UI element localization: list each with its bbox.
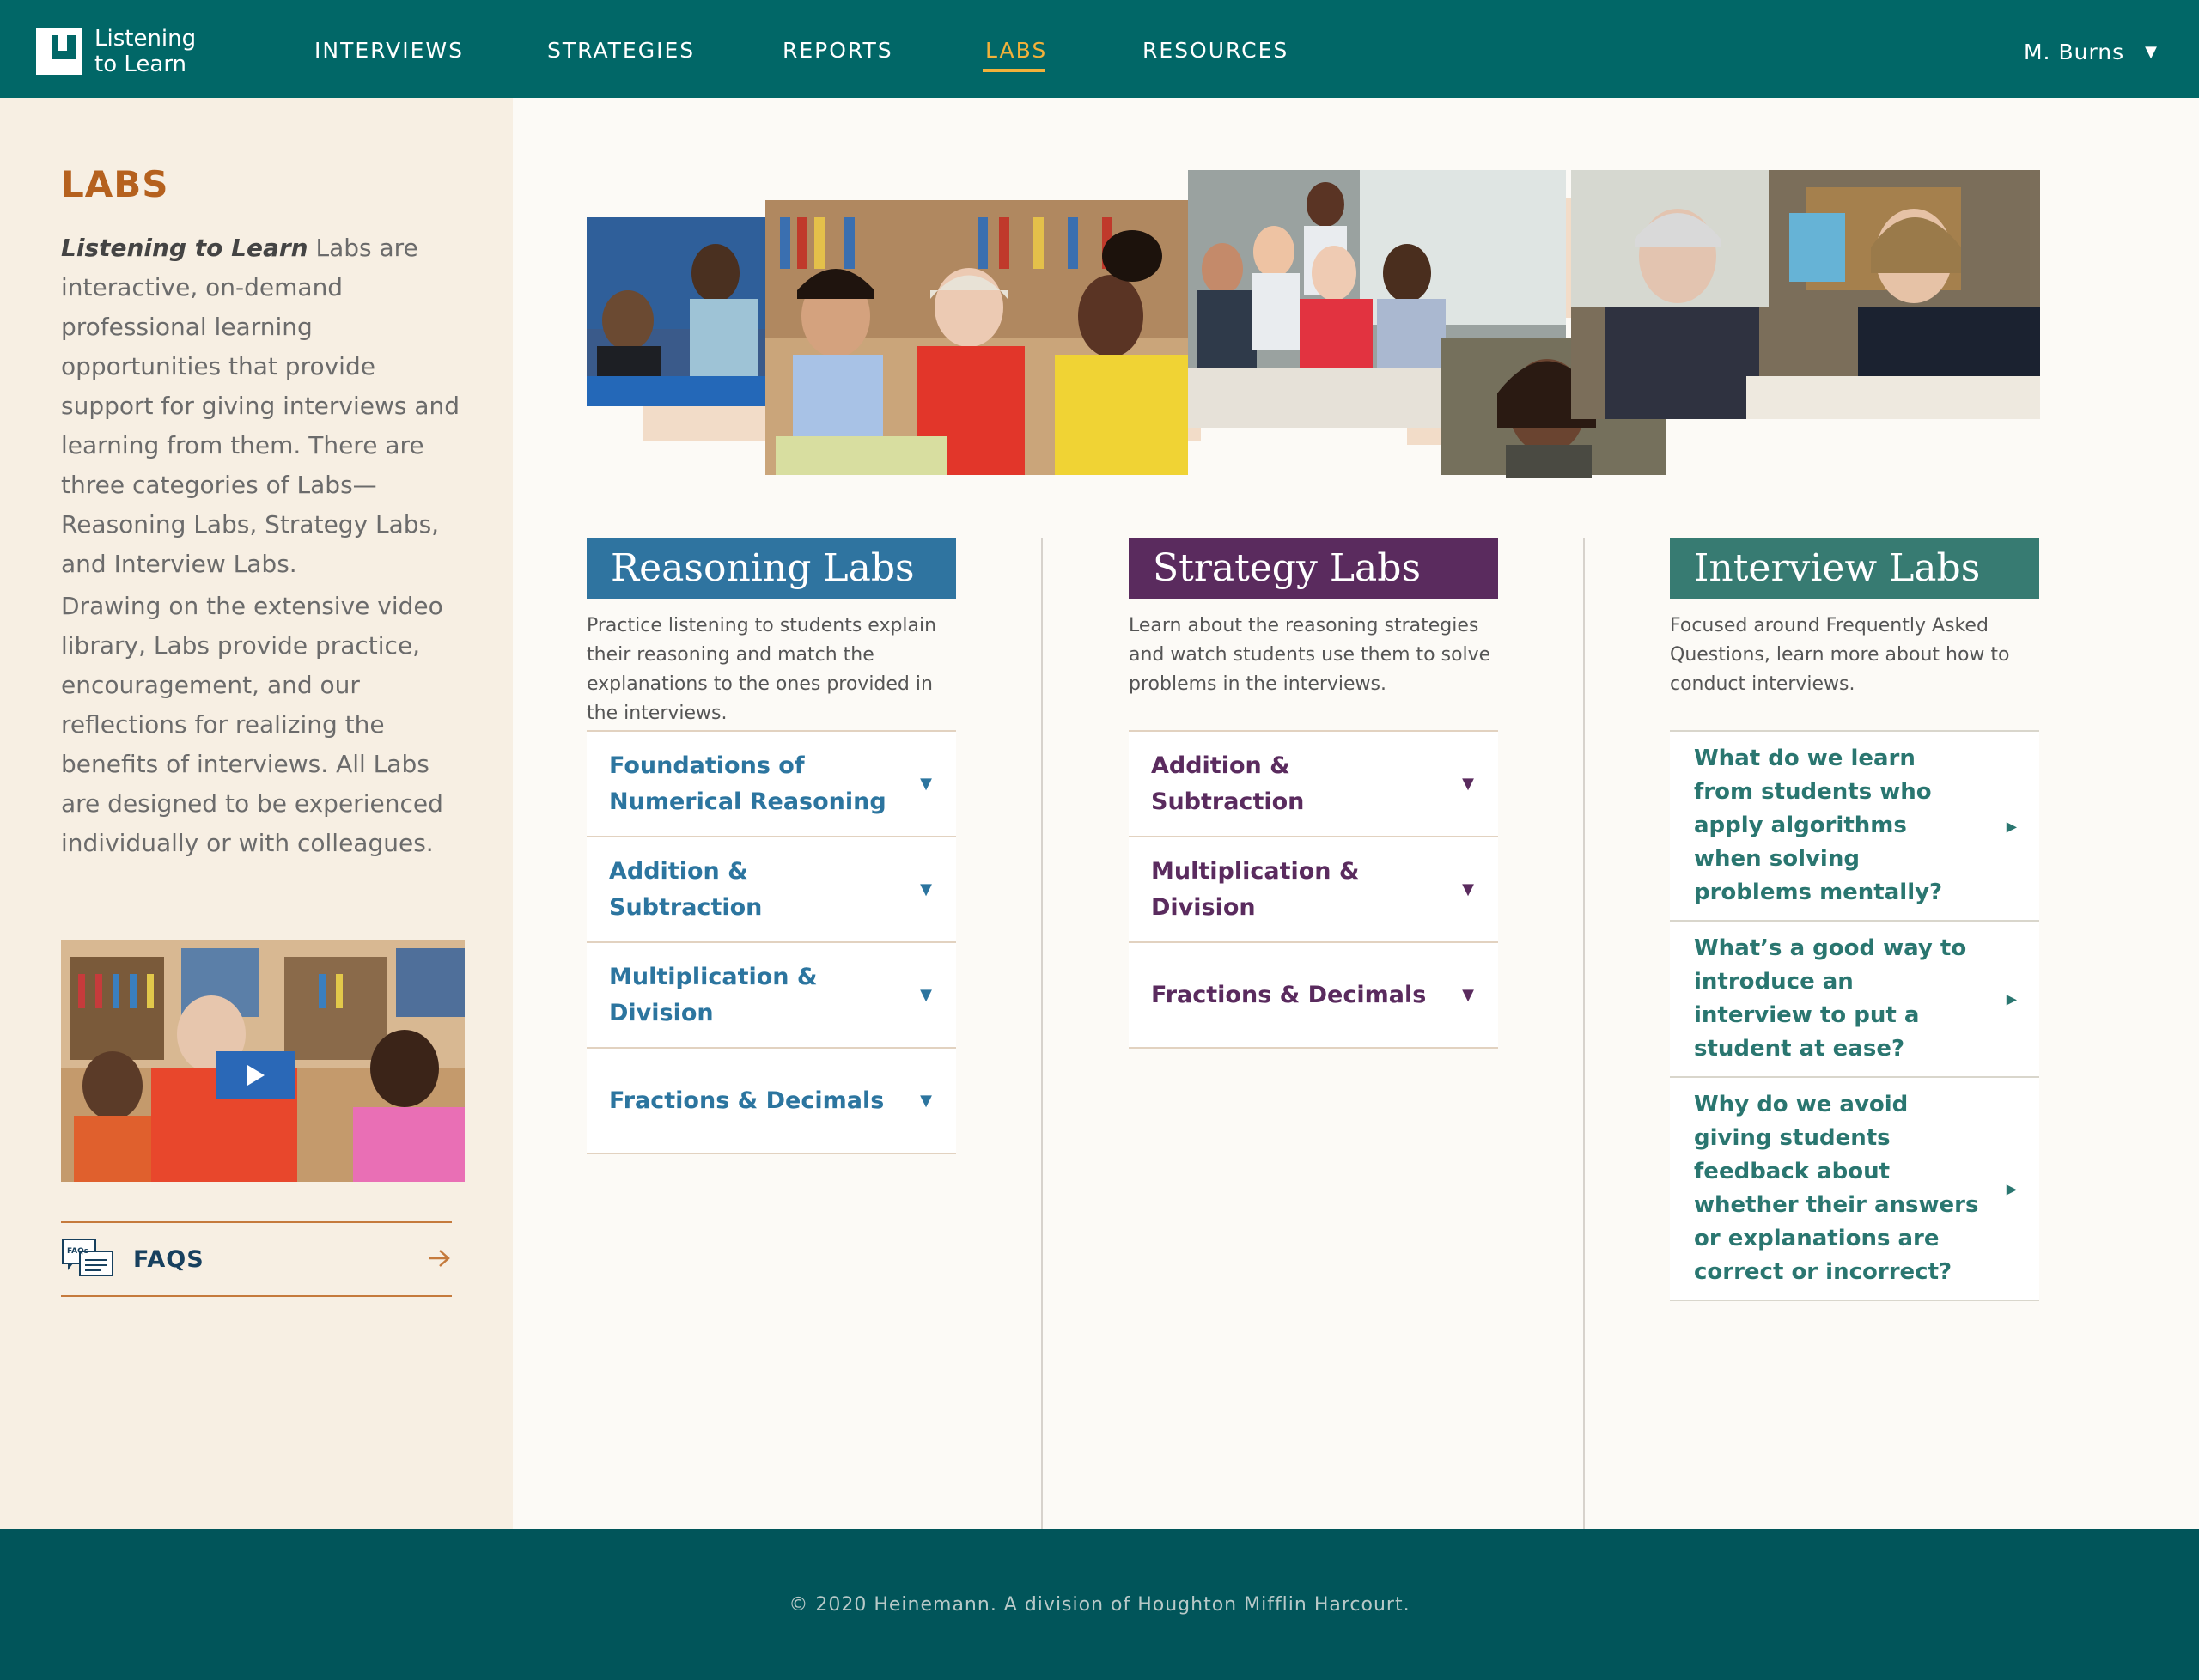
top-navigation-bar	[0, 0, 2199, 98]
intro-paragraph	[61, 228, 465, 584]
reasoning-labs-accordion	[587, 730, 956, 1154]
play-icon	[246, 1063, 266, 1087]
active-nav-indicator	[983, 69, 1045, 72]
accordion-label: Multiplication & Division	[609, 963, 818, 1026]
chevron-down-icon: ▼	[2145, 43, 2158, 61]
interview-labs-faq-list	[1670, 730, 2039, 1301]
chevron-down-icon: ▼	[920, 880, 932, 898]
faq-question-text: What’s a good way to introduce an interview to put a student at ease?	[1694, 935, 1967, 1062]
accordion-item-multiplication-division[interactable]	[1129, 837, 1498, 943]
interview-labs-title: Interview Labs	[1670, 538, 2039, 599]
play-button[interactable]	[216, 1051, 295, 1099]
interview-labs-description: Focused around Frequently Asked Questions, learn more about how to conduct interviews.	[1670, 615, 2010, 695]
faq-question-feedback[interactable]	[1670, 1078, 2039, 1301]
nav-resources[interactable]: RESOURCES	[1142, 38, 1289, 63]
hero-photo-collage	[587, 170, 2040, 478]
second-paragraph: Drawing on the extensive video library, Labs provide practice, encouragement, and our reflections for realizing the benefits of interviews. All Labs are designed to be experienced individually or with colleagues.	[61, 592, 443, 857]
accordion-item-fractions-decimals[interactable]	[1129, 943, 1498, 1049]
accordion-label: Fractions & Decimals	[1151, 981, 1427, 1008]
strategy-labs-title: Strategy Labs	[1129, 538, 1498, 599]
faq-icon-text: FAQs	[67, 1247, 89, 1256]
logo-mark-icon	[36, 28, 82, 75]
nav-labs[interactable]: LABS	[985, 38, 1048, 63]
accordion-label: Fractions & Decimals	[609, 1087, 885, 1114]
chevron-right-icon: ▶	[2006, 818, 2017, 834]
faq-question-algorithms[interactable]	[1670, 732, 2039, 922]
accordion-label: Multiplication & Division	[1151, 857, 1360, 921]
chevron-down-icon: ▼	[920, 1091, 932, 1110]
intro-text: Labs are interactive, on-demand professional learning opportunities that provide support for giving interviews and learning from them. There are three categories of Labs—Reasoning Labs, Strategy Labs, and Interview Labs.	[61, 234, 460, 578]
faqs-label: FAQS	[133, 1245, 204, 1273]
accordion-item-foundations[interactable]	[587, 732, 956, 837]
faqs-link[interactable]	[61, 1221, 452, 1297]
accordion-label: Foundations of Numerical Reasoning	[609, 752, 886, 815]
copyright-text: © 2020 Heinemann. A division of Houghton Mifflin Harcourt.	[789, 1594, 1410, 1616]
nav-strategies[interactable]: STRATEGIES	[547, 38, 696, 63]
accordion-item-addition-subtraction[interactable]	[587, 837, 956, 943]
faq-question-text: What do we learn from students who apply algorithms when solving problems mentally?	[1694, 746, 1943, 905]
accordion-item-fractions-decimals[interactable]	[587, 1049, 956, 1154]
strategy-labs-accordion	[1129, 730, 1498, 1049]
nav-reports[interactable]: REPORTS	[783, 38, 893, 63]
user-name: M. Burns	[2023, 40, 2125, 64]
user-menu[interactable]	[2024, 40, 2158, 64]
nav-interviews[interactable]: INTERVIEWS	[314, 38, 465, 63]
chevron-down-icon: ▼	[1462, 985, 1474, 1004]
chevron-right-icon: ▶	[2006, 990, 2017, 1007]
chevron-right-icon: ▶	[2006, 1180, 2017, 1197]
faq-question-text: Why do we avoid giving students feedback about whether their answers or explanations are correct or incorrect?	[1694, 1092, 1979, 1285]
accordion-item-multiplication-division[interactable]	[587, 943, 956, 1049]
reasoning-labs-title: Reasoning Labs	[587, 538, 956, 599]
chevron-down-icon: ▼	[1462, 880, 1474, 898]
accordion-item-addition-subtraction[interactable]	[1129, 732, 1498, 837]
faq-chat-icon	[61, 1238, 116, 1281]
chevron-down-icon: ▼	[1462, 774, 1474, 793]
intro-emphasis: Listening to Learn	[61, 234, 308, 262]
column-divider-1	[1041, 538, 1043, 1529]
page-title: LABS	[61, 163, 169, 205]
accordion-label: Addition & Subtraction	[609, 857, 763, 921]
accordion-label: Addition & Subtraction	[1151, 752, 1305, 815]
logo-line-2: to Learn	[94, 52, 187, 77]
arrow-right-icon	[426, 1245, 452, 1271]
logo-line-1: Listening	[94, 26, 197, 52]
sidebar	[0, 98, 513, 1529]
video-thumbnail[interactable]	[61, 940, 465, 1182]
logo-text	[94, 26, 196, 77]
faq-question-introduce-interview[interactable]	[1670, 922, 2039, 1078]
chevron-down-icon: ▼	[920, 774, 932, 793]
site-logo[interactable]	[36, 26, 196, 77]
column-divider-2	[1583, 538, 1585, 1529]
reasoning-labs-description: Practice listening to students explain their reasoning and match the explanations to the ones provided in the interviews.	[587, 615, 937, 724]
strategy-labs-description: Learn about the reasoning strategies and watch students use them to solve problems in the interviews.	[1129, 615, 1491, 695]
chevron-down-icon: ▼	[920, 985, 932, 1004]
